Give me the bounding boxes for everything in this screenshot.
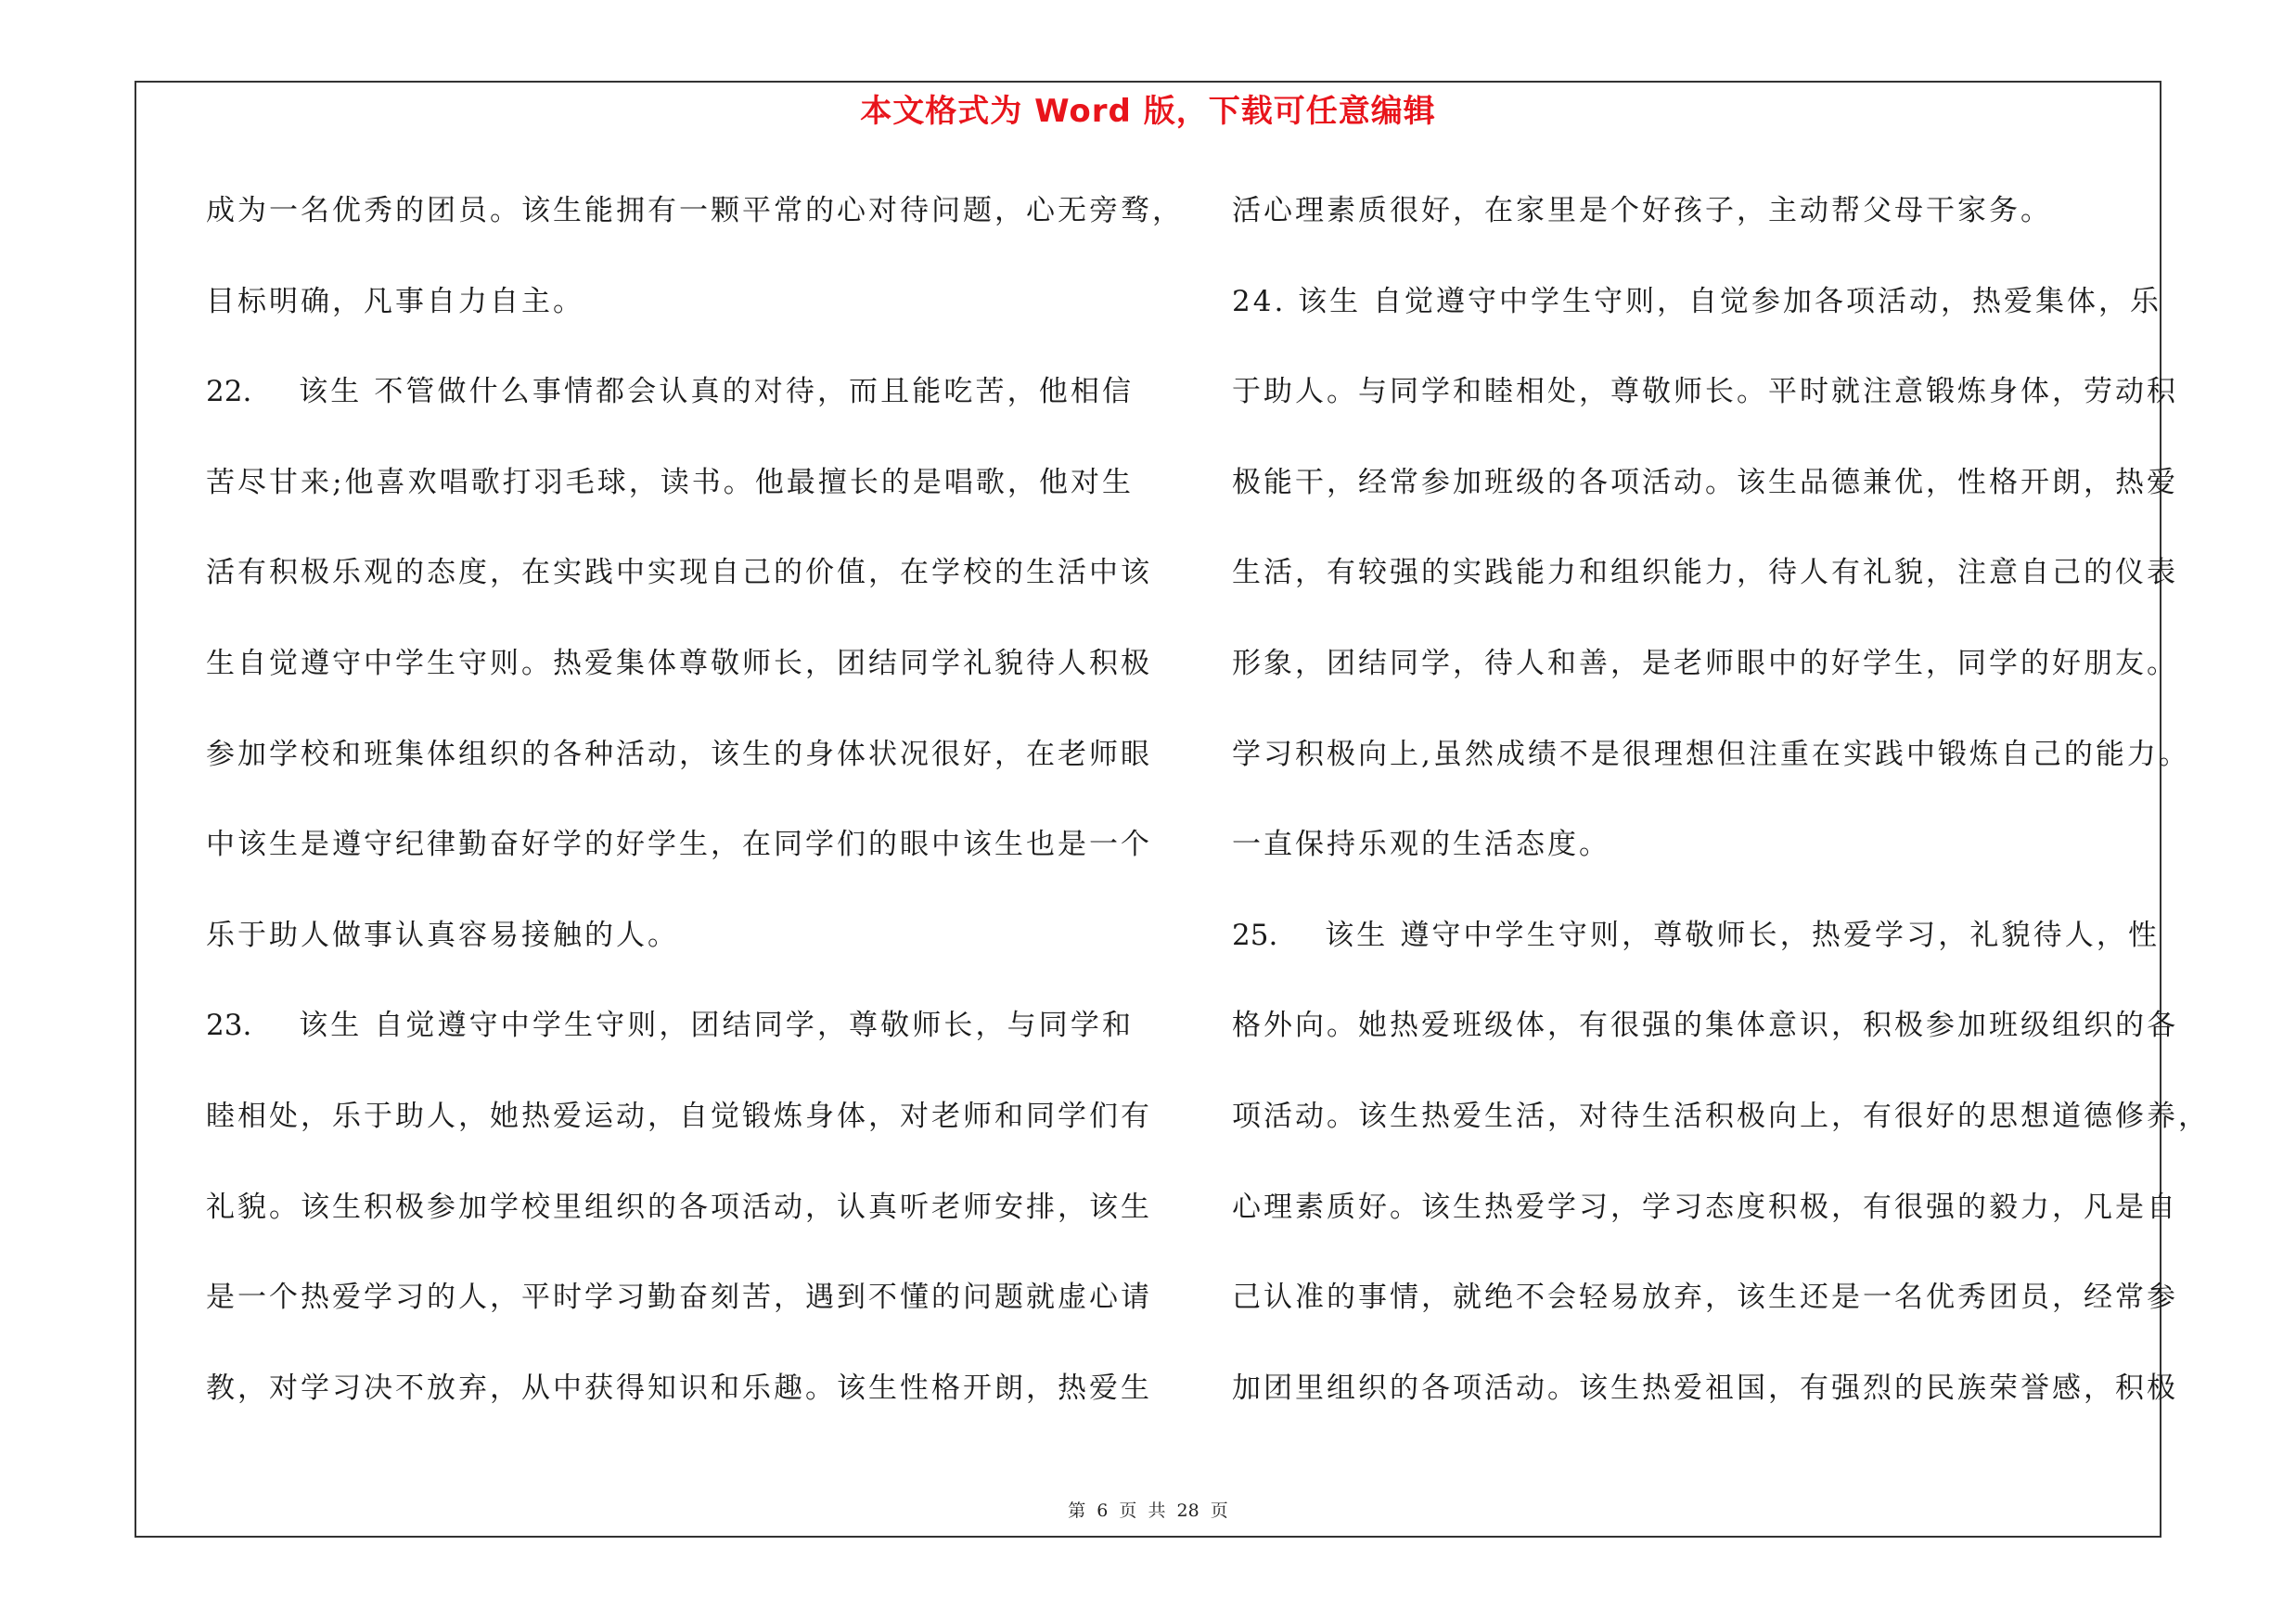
line-text: 一直保持乐观的生活态度。 bbox=[1232, 828, 1610, 862]
line-text: 活心理素质很好，在家里是个好孩子，主动帮父母干家务。 bbox=[1232, 194, 2052, 227]
left-column bbox=[206, 182, 1184, 1449]
text-line bbox=[206, 273, 1134, 364]
text-line bbox=[1232, 726, 2190, 817]
line-text: 目标明确，凡事自力自主。 bbox=[206, 284, 584, 318]
line-text: 教，对学习决不放弃，从中获得知识和乐趣。该生性格开朗，热爱生 bbox=[206, 1371, 1152, 1405]
text-line bbox=[206, 182, 1184, 273]
line-text: 项活动。该生热爱生活，对待生活积极向上，有很好的思想道德修养， bbox=[1232, 1099, 2210, 1133]
page-footer: 第 6 页 共 28 页 bbox=[1068, 1501, 1228, 1521]
line-text: 该生 不管做什么事情都会认真的对待，而且能吃苦，他相信 bbox=[299, 375, 1134, 409]
item-number: 22. bbox=[206, 375, 252, 409]
line-text: 活有积极乐观的态度，在实践中实现自己的价值，在学校的生活中该 bbox=[206, 556, 1152, 590]
line-text: 生自觉遵守中学生守则。热爱集体尊敬师长，团结同学礼貌待人积极 bbox=[206, 646, 1152, 680]
line-text: 该生 遵守中学生守则，尊敬师长，热爱学习，礼貌待人，性 bbox=[1325, 918, 2160, 952]
text-line bbox=[206, 816, 1152, 907]
text-line bbox=[206, 997, 1134, 1088]
text-line bbox=[1232, 907, 2160, 998]
line-text: 形象，团结同学，待人和善，是老师眼中的好学生，同学的好朋友。 bbox=[1232, 646, 2178, 680]
line-text: 苦尽甘来;他喜欢唱歌打羽毛球，读书。他最擅长的是唱歌，他对生 bbox=[206, 465, 1134, 499]
line-text: 于助人。与同学和睦相处，尊敬师长。平时就注意锻炼身体，劳动积 bbox=[1232, 375, 2178, 409]
text-line bbox=[1232, 816, 2160, 907]
text-line bbox=[206, 1088, 1152, 1179]
line-text: 睦相处，乐于助人，她热爱运动，自觉锻炼身体，对老师和同学们有 bbox=[206, 1099, 1152, 1133]
text-line bbox=[1232, 273, 2160, 364]
text-line bbox=[1232, 997, 2178, 1088]
line-text: 己认准的事情，就绝不会轻易放弃，该生还是一名优秀团员，经常参 bbox=[1232, 1281, 2178, 1315]
line-text: 礼貌。该生积极参加学校里组织的各项活动，认真听老师安排，该生 bbox=[206, 1190, 1152, 1224]
text-line bbox=[1232, 1179, 2178, 1269]
line-text: 学习积极向上,虽然成绩不是很理想但注重在实践中锻炼自己的能力。 bbox=[1232, 737, 2190, 771]
text-line bbox=[206, 907, 1134, 998]
line-text: 极能干，经常参加班级的各项活动。该生品德兼优，性格开朗，热爱 bbox=[1232, 465, 2178, 499]
text-line bbox=[206, 454, 1134, 545]
line-text: 该生 自觉遵守中学生守则，团结同学，尊敬师长，与同学和 bbox=[299, 1009, 1134, 1043]
line-text: 格外向。她热爱班级体，有很强的集体意识，积极参加班级组织的各 bbox=[1232, 1009, 2178, 1043]
line-text: 中该生是遵守纪律勤奋好学的好学生，在同学们的眼中该生也是一个 bbox=[206, 828, 1152, 862]
text-line bbox=[1232, 1088, 2210, 1179]
text-line bbox=[206, 726, 1152, 817]
line-text: 加团里组织的各项活动。该生热爱祖国，有强烈的民族荣誉感，积极 bbox=[1232, 1371, 2178, 1405]
line-text: 参加学校和班集体组织的各种活动，该生的身体状况很好，在老师眼 bbox=[206, 737, 1152, 771]
text-line bbox=[206, 363, 1134, 454]
line-text: 是一个热爱学习的人，平时学习勤奋刻苦，遇到不懂的问题就虚心请 bbox=[206, 1281, 1152, 1315]
text-line bbox=[206, 1269, 1152, 1359]
text-line bbox=[206, 544, 1152, 635]
line-text: 成为一名优秀的团员。该生能拥有一颗平常的心对待问题，心无旁骛， bbox=[206, 194, 1184, 227]
right-column bbox=[1232, 182, 2210, 1449]
text-line bbox=[1232, 1359, 2178, 1450]
text-line bbox=[1232, 1269, 2178, 1359]
text-line bbox=[1232, 544, 2178, 635]
format-banner: 本文格式为 Word 版，下载可任意编辑 bbox=[860, 93, 1436, 130]
text-line bbox=[1232, 182, 2160, 273]
text-line bbox=[206, 635, 1152, 726]
line-text: 心理素质好。该生热爱学习，学习态度积极，有很强的毅力，凡是自 bbox=[1232, 1190, 2178, 1224]
text-line bbox=[1232, 363, 2178, 454]
text-line bbox=[206, 1179, 1152, 1269]
item-number: 23. bbox=[206, 1009, 252, 1043]
item-number: 25. bbox=[1232, 918, 1278, 952]
text-line bbox=[1232, 454, 2178, 545]
text-line bbox=[1232, 635, 2178, 726]
line-text: 24. 该生 自觉遵守中学生守则，自觉参加各项活动，热爱集体，乐 bbox=[1232, 284, 2162, 318]
text-line bbox=[206, 1359, 1152, 1450]
line-text: 乐于助人做事认真容易接触的人。 bbox=[206, 918, 679, 952]
line-text: 生活，有较强的实践能力和组织能力，待人有礼貌，注意自己的仪表 bbox=[1232, 556, 2178, 590]
